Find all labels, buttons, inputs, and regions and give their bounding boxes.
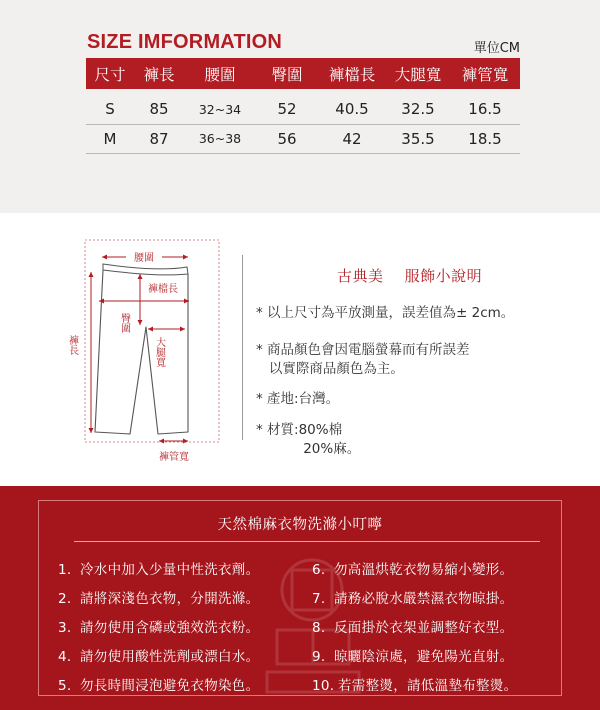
care-item: 10. 若需整燙，請低溫墊布整燙。 [312,678,518,694]
header-size: 尺寸 [86,58,134,89]
table-cell: S [86,89,134,124]
size-table [86,58,520,154]
table-row [86,124,520,153]
note-measurement: * 以上尺寸為平放測量，誤差值為± 2cm。 [256,305,515,321]
washing-care-section [0,486,600,710]
table-cell: 32~34 [184,89,256,124]
size-table-header [86,58,520,89]
hem-label: 褲管寬 [159,452,189,463]
header-length: 褲長 [134,58,184,89]
header-hip: 臀圍 [256,58,318,89]
care-item: 1. 冷水中加入少量中性洗衣劑。 [58,562,260,578]
note-origin: * 產地:台灣。 [256,391,340,407]
product-notes-section [0,213,600,486]
care-item: 3. 請勿使用含磷或強效洗衣粉。 [58,620,260,636]
divider [242,255,243,440]
table-cell: 36~38 [184,124,256,153]
header-thigh: 大腿寬 [386,58,450,89]
care-item: 7. 請務必脫水嚴禁濕衣物晾掛。 [312,591,514,607]
rise-label: 褲檔長 [148,284,178,295]
size-title: SIZE IMFORMATION [87,31,283,53]
table-cell: 32.5 [386,89,450,124]
care-title: 天然棉麻衣物洗滌小叮嚀 [217,517,383,533]
notes-title: 古典美 服飾小說明 [337,267,483,285]
waist-label: 腰圍 [134,253,154,264]
care-item: 8. 反面掛於衣架並調整好衣型。 [312,620,514,636]
care-item: 9. 晾曬陰涼處，避免陽光直射。 [312,649,514,665]
table-row [86,89,520,124]
waistband-outline [103,264,188,275]
note-color: * 商品顏色會因電腦螢幕而有所誤差 以實際商品顏色為主。 [256,342,470,377]
table-cell: 56 [256,124,318,153]
table-cell: 18.5 [450,124,520,153]
care-item: 2. 請將深淺色衣物，分開洗滌。 [58,591,260,607]
thigh-label: 大腿寬 [153,337,165,367]
table-cell: M [86,124,134,153]
header-hem: 褲管寬 [450,58,520,89]
care-item: 5. 勿長時間浸泡避免衣物染色。 [58,678,260,694]
header-waist: 腰圍 [184,58,256,89]
unit-label: 單位CM [473,41,520,56]
care-item: 6. 勿高溫烘乾衣物易縮小變形。 [312,562,514,578]
table-cell: 85 [134,89,184,124]
header-rise: 褲檔長 [318,58,386,89]
note-material: * 材質:80%棉 20%麻。 [256,422,361,457]
pants-measurement-diagram [58,227,233,467]
care-item: 4. 請勿使用酸性洗劑或漂白水。 [58,649,260,665]
table-cell: 35.5 [386,124,450,153]
care-divider [74,541,540,542]
table-cell: 16.5 [450,89,520,124]
table-cell: 87 [134,124,184,153]
length-label: 褲長 [66,335,78,355]
table-cell: 42 [318,124,386,153]
table-cell: 40.5 [318,89,386,124]
hip-label: 臀圍 [118,313,130,333]
size-information-section [0,0,600,213]
table-cell: 52 [256,89,318,124]
